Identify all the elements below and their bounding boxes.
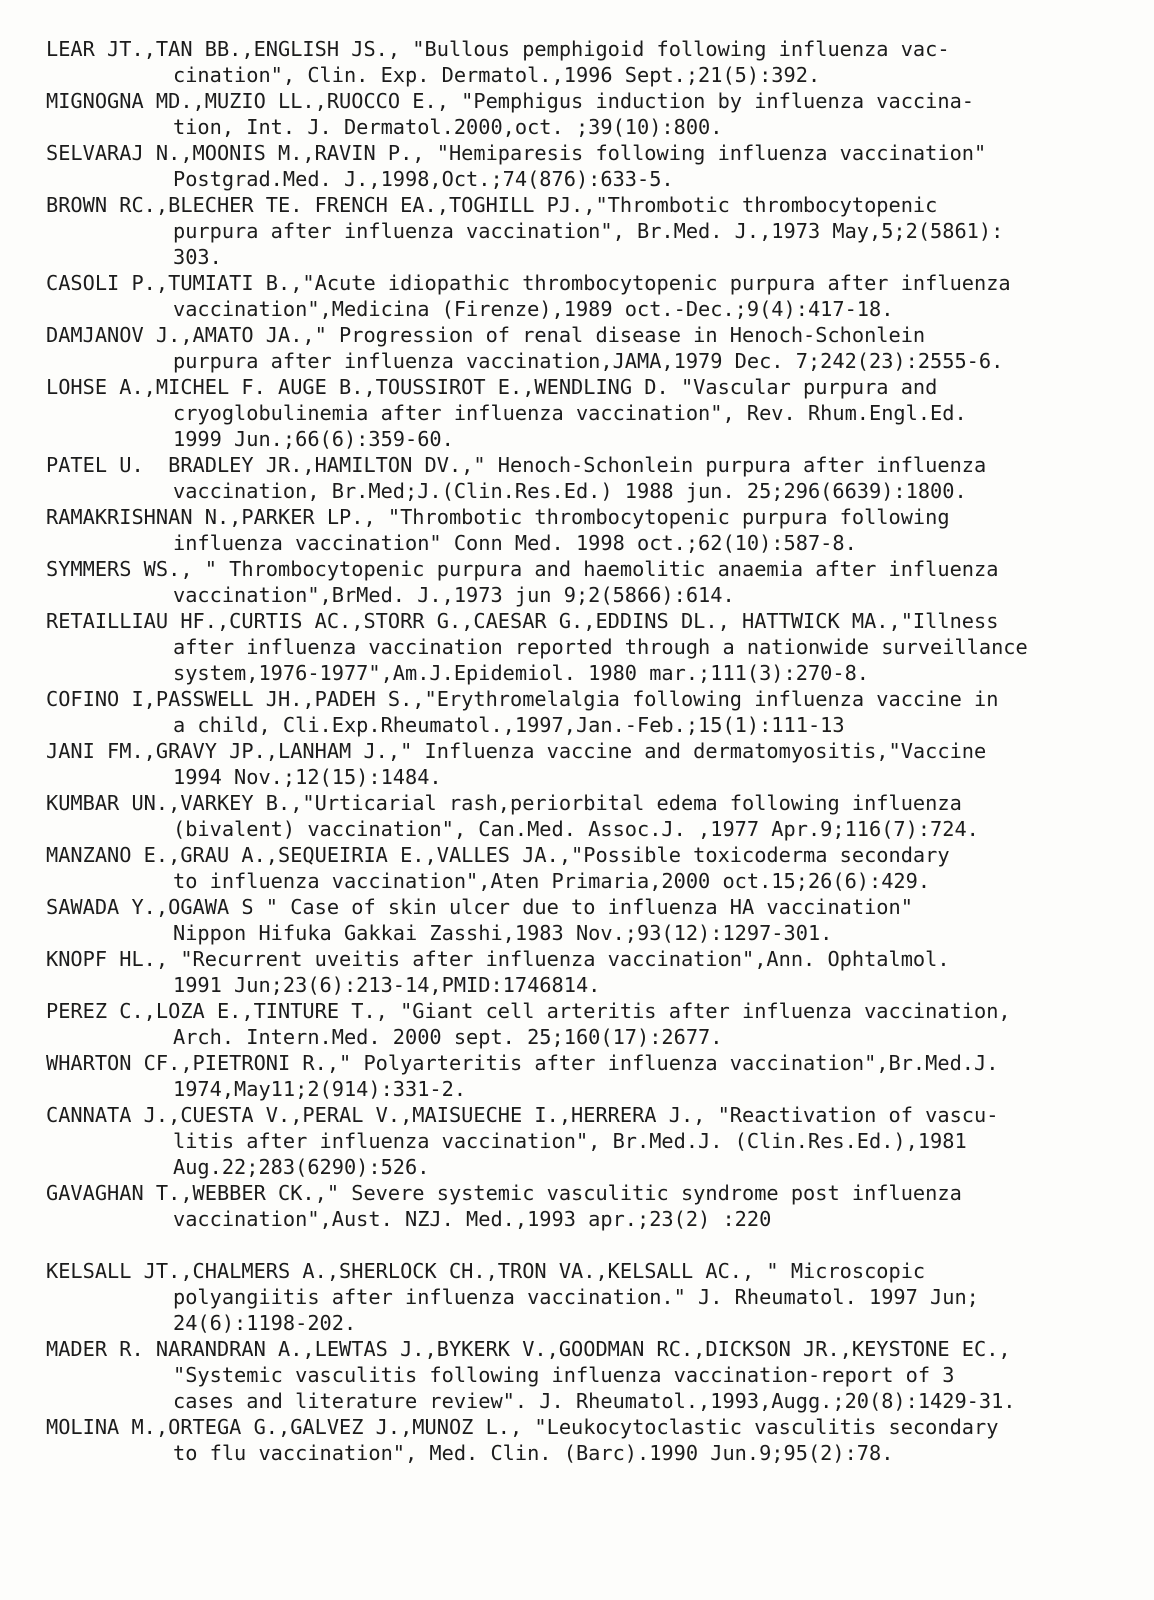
- reference-entry: [46, 1180, 1121, 1232]
- reference-entry: [46, 452, 1121, 504]
- reference-entry: [46, 322, 1121, 374]
- reference-first-line: SAWADA Y.,OGAWA S " Case of skin ulcer due to influenza HA vaccination": [46, 895, 913, 919]
- reference-continuation-line: tion, Int. J. Dermatol.2000,oct. ;39(10):800.: [173, 115, 723, 139]
- reference-entry: [46, 1050, 1121, 1102]
- reference-first-line: PATEL U. BRADLEY JR.,HAMILTON DV.," Henoch-Schonlein purpura after influenza: [46, 453, 987, 477]
- reference-continuation-line: Nippon Hifuka Gakkai Zasshi,1983 Nov.;93(12):1297-301.: [173, 921, 833, 945]
- reference-continuation-line: cryoglobulinemia after influenza vaccination", Rev. Rhum.Engl.Ed.: [173, 401, 967, 425]
- reference-first-line: SELVARAJ N.,MOONIS M.,RAVIN P., "Hemiparesis following influenza vaccination": [46, 141, 987, 165]
- reference-continuation-line: 1991 Jun;23(6):213-14,PMID:1746814.: [173, 973, 601, 997]
- reference-entry: [46, 556, 1121, 608]
- reference-first-line: MADER R. NARANDRAN A.,LEWTAS J.,BYKERK V.,GOODMAN RC.,DICKSON JR.,KEYSTONE EC.,: [46, 1337, 1011, 1361]
- reference-continuation-line: 1994 Nov.;12(15):1484.: [173, 765, 442, 789]
- reference-continuation-line: 1999 Jun.;66(6):359-60.: [173, 427, 454, 451]
- reference-continuation-line: purpura after influenza vaccination,JAMA,1979 Dec. 7;242(23):2555-6.: [173, 349, 1004, 373]
- reference-first-line: RETAILLIAU HF.,CURTIS AC.,STORR G.,CAESAR G.,EDDINS DL., HATTWICK MA.,"Illness: [46, 609, 999, 633]
- reference-continuation-line: purpura after influenza vaccination", Br.Med. J.,1973 May,5;2(5861):: [173, 219, 1004, 243]
- reference-continuation-line: after influenza vaccination reported through a nationwide surveillance: [173, 635, 1028, 659]
- reference-first-line: KUMBAR UN.,VARKEY B.,"Urticarial rash,periorbital edema following influenza: [46, 791, 962, 815]
- reference-entry: [46, 1258, 1121, 1336]
- reference-entry: [46, 1414, 1121, 1466]
- reference-continuation-line: polyangiitis after influenza vaccination." J. Rheumatol. 1997 Jun;: [173, 1285, 979, 1309]
- reference-first-line: KNOPF HL., "Recurrent uveitis after influenza vaccination",Ann. Ophtalmol.: [46, 947, 950, 971]
- reference-first-line: RAMAKRISHNAN N.,PARKER LP., "Thrombotic thrombocytopenic purpura following: [46, 505, 950, 529]
- reference-first-line: CASOLI P.,TUMIATI B.,"Acute idiopathic thrombocytopenic purpura after influenza: [46, 271, 1011, 295]
- reference-first-line: PEREZ C.,LOZA E.,TINTURE T., "Giant cell arteritis after influenza vaccination,: [46, 999, 1011, 1023]
- reference-first-line: LEAR JT.,TAN BB.,ENGLISH JS., "Bullous pemphigoid following influenza vac-: [46, 37, 950, 61]
- reference-continuation-line: to flu vaccination", Med. Clin. (Barc).1990 Jun.9;95(2):78.: [173, 1441, 894, 1465]
- reference-first-line: CANNATA J.,CUESTA V.,PERAL V.,MAISUECHE I.,HERRERA J., "Reactivation of vascu-: [46, 1103, 999, 1127]
- reference-continuation-line: vaccination",Medicina (Firenze),1989 oct.-Dec.;9(4):417-18.: [173, 297, 894, 321]
- reference-continuation-line: to influenza vaccination",Aten Primaria,2000 oct.15;26(6):429.: [173, 869, 931, 893]
- reference-first-line: BROWN RC.,BLECHER TE. FRENCH EA.,TOGHILL PJ.,"Thrombotic thrombocytopenic: [46, 193, 938, 217]
- reference-continuation-line: a child, Cli.Exp.Rheumatol.,1997,Jan.-Feb.;15(1):111-13: [173, 713, 845, 737]
- reference-entry: [46, 270, 1121, 322]
- reference-continuation-line: vaccination, Br.Med;J.(Clin.Res.Ed.) 1988 jun. 25;296(6639):1800.: [173, 479, 967, 503]
- reference-entry: [46, 1336, 1121, 1414]
- reference-continuation-line: vaccination",BrMed. J.,1973 jun 9;2(5866):614.: [173, 583, 735, 607]
- reference-entry: [46, 374, 1121, 452]
- reference-first-line: SYMMERS WS., " Thrombocytopenic purpura and haemolitic anaemia after influenza: [46, 557, 999, 581]
- reference-entry: [46, 790, 1121, 842]
- reference-first-line: WHARTON CF.,PIETRONI R.," Polyarteritis after influenza vaccination",Br.Med.J.: [46, 1051, 999, 1075]
- reference-entry: [46, 998, 1121, 1050]
- reference-entry: [46, 946, 1121, 998]
- reference-entry: [46, 140, 1121, 192]
- reference-entry: [46, 192, 1121, 270]
- reference-continuation-line: Postgrad.Med. J.,1998,Oct.;74(876):633-5.: [173, 167, 674, 191]
- reference-list: [46, 36, 1121, 1466]
- reference-first-line: GAVAGHAN T.,WEBBER CK.," Severe systemic vasculitic syndrome post influenza: [46, 1181, 962, 1205]
- reference-continuation-line: influenza vaccination" Conn Med. 1998 oct.;62(10):587-8.: [173, 531, 857, 555]
- reference-entry: [46, 738, 1121, 790]
- reference-entry: [46, 608, 1121, 686]
- reference-entry: [46, 686, 1121, 738]
- reference-entry: [46, 894, 1121, 946]
- reference-continuation-line: Aug.22;283(6290):526.: [173, 1155, 430, 1179]
- reference-continuation-line: 24(6):1198-202.: [173, 1311, 357, 1335]
- reference-first-line: MIGNOGNA MD.,MUZIO LL.,RUOCCO E., "Pemphigus induction by influenza vaccina-: [46, 89, 974, 113]
- reference-continuation-line: 1974,May11;2(914):331-2.: [173, 1077, 467, 1101]
- reference-entry: [46, 36, 1121, 88]
- reference-continuation-line: Arch. Intern.Med. 2000 sept. 25;160(17):2677.: [173, 1025, 723, 1049]
- reference-entry: [46, 88, 1121, 140]
- reference-continuation-line: 303.: [173, 245, 222, 269]
- reference-entry: [46, 1102, 1121, 1180]
- reference-continuation-line: "Systemic vasculitis following influenza vaccination-report of 3: [173, 1363, 955, 1387]
- reference-first-line: MANZANO E.,GRAU A.,SEQUEIRIA E.,VALLES JA.,"Possible toxicoderma secondary: [46, 843, 950, 867]
- reference-entry: [46, 842, 1121, 894]
- reference-first-line: COFINO I,PASSWELL JH.,PADEH S.,"Erythromelalgia following influenza vaccine in: [46, 687, 999, 711]
- reference-first-line: JANI FM.,GRAVY JP.,LANHAM J.," Influenza vaccine and dermatomyositis,"Vaccine: [46, 739, 987, 763]
- reference-first-line: MOLINA M.,ORTEGA G.,GALVEZ J.,MUNOZ L., "Leukocytoclastic vasculitis secondary: [46, 1415, 999, 1439]
- reference-first-line: KELSALL JT.,CHALMERS A.,SHERLOCK CH.,TRON VA.,KELSALL AC., " Microscopic: [46, 1259, 926, 1283]
- reference-entry: [46, 504, 1121, 556]
- reference-continuation-line: (bivalent) vaccination", Can.Med. Assoc.J. ,1977 Apr.9;116(7):724.: [173, 817, 979, 841]
- reference-continuation-line: system,1976-1977",Am.J.Epidemiol. 1980 mar.;111(3):270-8.: [173, 661, 869, 685]
- reference-continuation-line: cination", Clin. Exp. Dermatol.,1996 Sept.;21(5):392.: [173, 63, 821, 87]
- reference-first-line: LOHSE A.,MICHEL F. AUGE B.,TOUSSIROT E.,WENDLING D. "Vascular purpura and: [46, 375, 938, 399]
- reference-continuation-line: litis after influenza vaccination", Br.Med.J. (Clin.Res.Ed.),1981: [173, 1129, 967, 1153]
- reference-continuation-line: cases and literature review". J. Rheumatol.,1993,Augg.;20(8):1429-31.: [173, 1389, 1016, 1413]
- reference-continuation-line: vaccination",Aust. NZJ. Med.,1993 apr.;23(2) :220: [173, 1207, 772, 1231]
- reference-first-line: DAMJANOV J.,AMATO JA.," Progression of renal disease in Henoch-Schonlein: [46, 323, 926, 347]
